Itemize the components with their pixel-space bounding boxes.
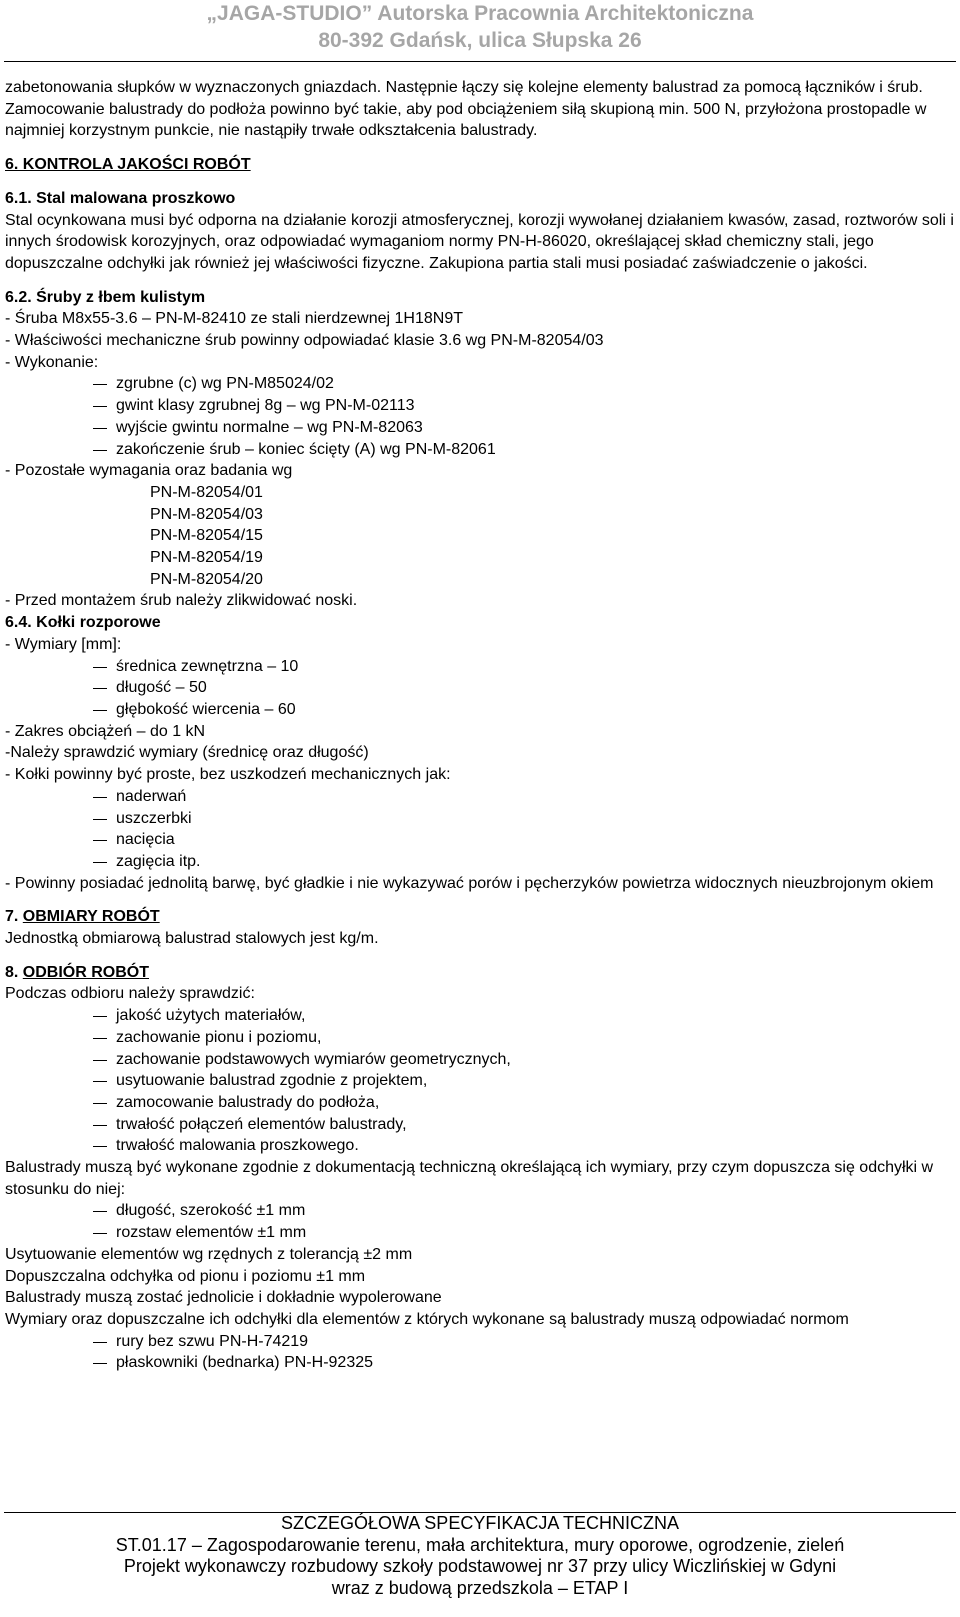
subsection-heading-6-4: 6.4. Kołki rozporowe bbox=[5, 614, 161, 632]
footer-stage: wraz z budową przedszkola – ETAP I bbox=[331, 1577, 629, 1598]
page-footer bbox=[0, 1513, 960, 1599]
subsection-heading-6-1: 6.1. Stal malowana proszkowo bbox=[5, 189, 236, 207]
subsection-heading-6-2: 6.2. Śruby z łbem kulistym bbox=[5, 288, 206, 306]
paragraph: Usytuowanie elementów wg rzędnych z tolerancją ±2 mm bbox=[5, 1245, 413, 1263]
list-item: głębokość wiercenia – 60 bbox=[5, 699, 955, 721]
document-body bbox=[5, 77, 955, 1374]
paragraph: Balustrady muszą zostać jednolicie i dokładnie wypolerowane bbox=[5, 1289, 442, 1307]
spec-line: - Właściwości mechaniczne śrub powinny odpowiadać klasie 3.6 wg PN-M-82054/03 bbox=[5, 332, 604, 350]
spec-line: - Powinny posiadać jednolitą barwę, być gładkie i nie wykazywać porów i pęcherzyków powietrza widocznych nieuzbrojonym okiem bbox=[5, 874, 934, 892]
list-item: jakość użytych materiałów, bbox=[5, 1005, 955, 1027]
paragraph: Wymiary oraz dopuszczalne ich odchyłki dla elementów z których wykonane są balustrady muszą odpowiadać normom bbox=[5, 1310, 849, 1328]
header-address: 80-392 Gdańsk, ulica Słupska 26 bbox=[318, 29, 642, 52]
header-studio-name: „JAGA-STUDIO” Autorska Pracownia Architektoniczna bbox=[206, 2, 754, 25]
list-item: wyjście gwintu normalne – wg PN-M-82063 bbox=[5, 417, 955, 439]
footer-spec-title: SZCZEGÓŁOWA SPECYFIKACJA TECHNICZNA bbox=[280, 1513, 680, 1533]
list-item: trwałość połączeń elementów balustrady, bbox=[5, 1114, 955, 1136]
paragraph: Stal ocynkowana musi być odporna na działanie korozji atmosferycznej, korozji wywołanej działaniem kwasów, zasad, roztworów soli i innych środowisk korozyjnych, oraz odpowiadać wymaganiom normy PN-H-86020, określającej skład chemiczny stali, jego dopuszczalne odchyłki jak również jej właściwości fizyczne. Zakupiona partia stali musi posiadać zaświadczenie o jakości. bbox=[5, 211, 954, 272]
list-item: średnica zewnętrzna – 10 bbox=[5, 656, 955, 678]
section-heading-7: 7. OBMIARY ROBÓT bbox=[5, 908, 160, 926]
spec-line: - Wykonanie: bbox=[5, 353, 99, 371]
list-item: naderwań bbox=[5, 786, 955, 808]
paragraph: Podczas odbioru należy sprawdzić: bbox=[5, 985, 255, 1003]
spec-line: - Kołki powinny być proste, bez uszkodzeń mechanicznych jak: bbox=[5, 766, 451, 784]
paragraph: Zamocowanie balustrady do podłoża powinno być takie, aby pod obciążeniem siłą skupioną min. 500 N, przyłożona prostopadle w najmniej korzystnym punkcie, nie nastąpiły trwałe odkształcenia balustrady. bbox=[5, 100, 927, 140]
list-item: rozstaw elementów ±1 mm bbox=[5, 1222, 955, 1244]
spec-line: -Należy sprawdzić wymiary (średnicę oraz długość) bbox=[5, 744, 369, 762]
list-item: zakończenie śrub – koniec ścięty (A) wg PN-M-82061 bbox=[5, 439, 955, 461]
list-item: zachowanie podstawowych wymiarów geometrycznych, bbox=[5, 1049, 955, 1071]
list-item: zachowanie pionu i poziomu, bbox=[5, 1027, 955, 1049]
spec-line: - Zakres obciążeń – do 1 kN bbox=[5, 722, 206, 740]
list-item: trwałość malowania proszkowego. bbox=[5, 1135, 955, 1157]
section-heading-8: 8. ODBIÓR ROBÓT bbox=[5, 963, 150, 981]
list-item: długość, szerokość ±1 mm bbox=[5, 1200, 955, 1222]
paragraph: zabetonowania słupków w wyznaczonych gniazdach. Następnie łączy się kolejne elementy balustrad za pomocą łączników i śrub. bbox=[5, 79, 923, 96]
list-item: płaskowniki (bednarka) PN-H-92325 bbox=[5, 1352, 955, 1374]
list-item: długość – 50 bbox=[5, 677, 955, 699]
spec-line: - Śruba M8x55-3.6 – PN-M-82410 ze stali nierdzewnej 1H18N9T bbox=[5, 310, 463, 328]
spec-line: - Przed montażem śrub należy zlikwidować noski. bbox=[5, 592, 358, 610]
section-heading-6: 6. KONTROLA JAKOŚCI ROBÓT bbox=[5, 156, 251, 174]
norm-item: PN-M-82054/01 bbox=[150, 483, 263, 501]
spec-line: - Pozostałe wymagania oraz badania wg bbox=[5, 462, 293, 480]
list-item: usytuowanie balustrad zgodnie z projektem, bbox=[5, 1070, 955, 1092]
list-item: zamocowanie balustrady do podłoża, bbox=[5, 1092, 955, 1114]
list-item: nacięcia bbox=[5, 829, 955, 851]
paragraph: Balustrady muszą być wykonane zgodnie z dokumentacją techniczną określającą ich wymiary, przy czym dopuszcza się odchyłki w stosunku do niej: bbox=[5, 1159, 934, 1198]
list-item: zgrubne (c) wg PN-M85024/02 bbox=[5, 373, 955, 395]
paragraph: Dopuszczalna odchyłka od pionu i poziomu ±1 mm bbox=[5, 1267, 366, 1285]
list-item: uszczerbki bbox=[5, 808, 955, 830]
footer-project: Projekt wykonawczy rozbudowy szkoły podstawowej nr 37 przy ulicy Wiczlińskiej w Gdyni bbox=[123, 1556, 837, 1576]
header-divider bbox=[4, 61, 956, 62]
norm-item: PN-M-82054/20 bbox=[150, 570, 263, 588]
paragraph: Jednostką obmiarową balustrad stalowych jest kg/m. bbox=[5, 930, 379, 948]
list-item: rury bez szwu PN-H-74219 bbox=[5, 1331, 955, 1353]
norm-item: PN-M-82054/19 bbox=[150, 549, 263, 567]
footer-spec-code: ST.01.17 – Zagospodarowanie terenu, mała architektura, mury oporowe, ogrodzenie, zieleń bbox=[115, 1534, 845, 1555]
page-header bbox=[0, 0, 960, 60]
list-item: zagięcia itp. bbox=[5, 851, 955, 873]
norm-item: PN-M-82054/15 bbox=[150, 527, 263, 545]
list-item: gwint klasy zgrubnej 8g – wg PN-M-02113 bbox=[5, 395, 955, 417]
norm-item: PN-M-82054/03 bbox=[150, 505, 263, 523]
spec-line: - Wymiary [mm]: bbox=[5, 635, 122, 653]
